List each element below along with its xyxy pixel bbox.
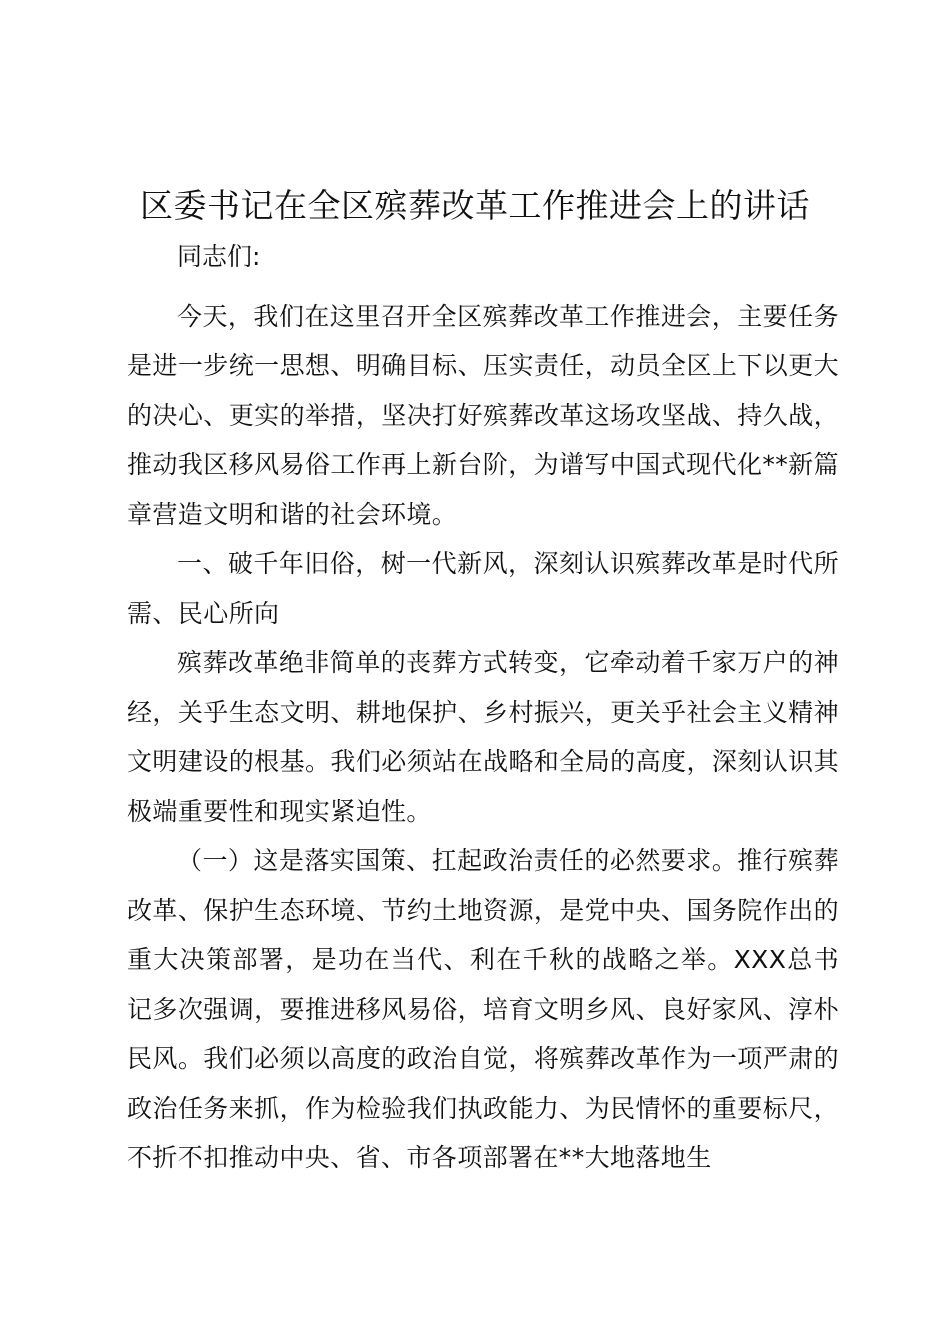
- paragraph-point-1: （一）这是落实国策、扛起政治责任的必然要求。推行殡葬改革、保护生态环境、节约土地资源，是党中央、国务院作出的重大决策部署，是功在当代、利在千秋的战略之举。XXX总书记多次强调，要推进移风易俗，培育文明乡风、良好家风、淳朴民风。我们必须以高度的政治自觉，将殡葬改革作为一项严肃的政治任务来抓，作为检验我们执政能力、为民情怀的重要标尺，不折不扣推动中央、省、市各项部署在**大地落地生: [127, 846, 839, 1172]
- salutation: 同志们:: [177, 242, 261, 271]
- paragraph-opening: 今天，我们在这里召开全区殡葬改革工作推进会，主要任务是进一步统一思想、明确目标、压实责任，动员全区上下以更大的决心、更实的举措，坚决打好殡葬改革这场攻坚战、持久战，推动我区移风易俗工作再上新台阶，为谱写中国式现代化**新篇章营造文明和谐的社会环境。: [127, 301, 839, 529]
- section-heading-1: 一、破千年旧俗，树一代新风，深刻认识殡葬改革是时代所需、民心所向: [127, 549, 839, 628]
- document-body: [127, 232, 839, 1183]
- document-title: 区委书记在全区殡葬改革工作推进会上的讲话: [140, 186, 810, 225]
- paragraph-significance: 殡葬改革绝非简单的丧葬方式转变，它牵动着千家万户的神经，关乎生态文明、耕地保护、乡村振兴，更关乎社会主义精神文明建设的根基。我们必须站在战略和全局的高度，深刻认识其极端重要性和现实紧迫性。: [127, 648, 839, 826]
